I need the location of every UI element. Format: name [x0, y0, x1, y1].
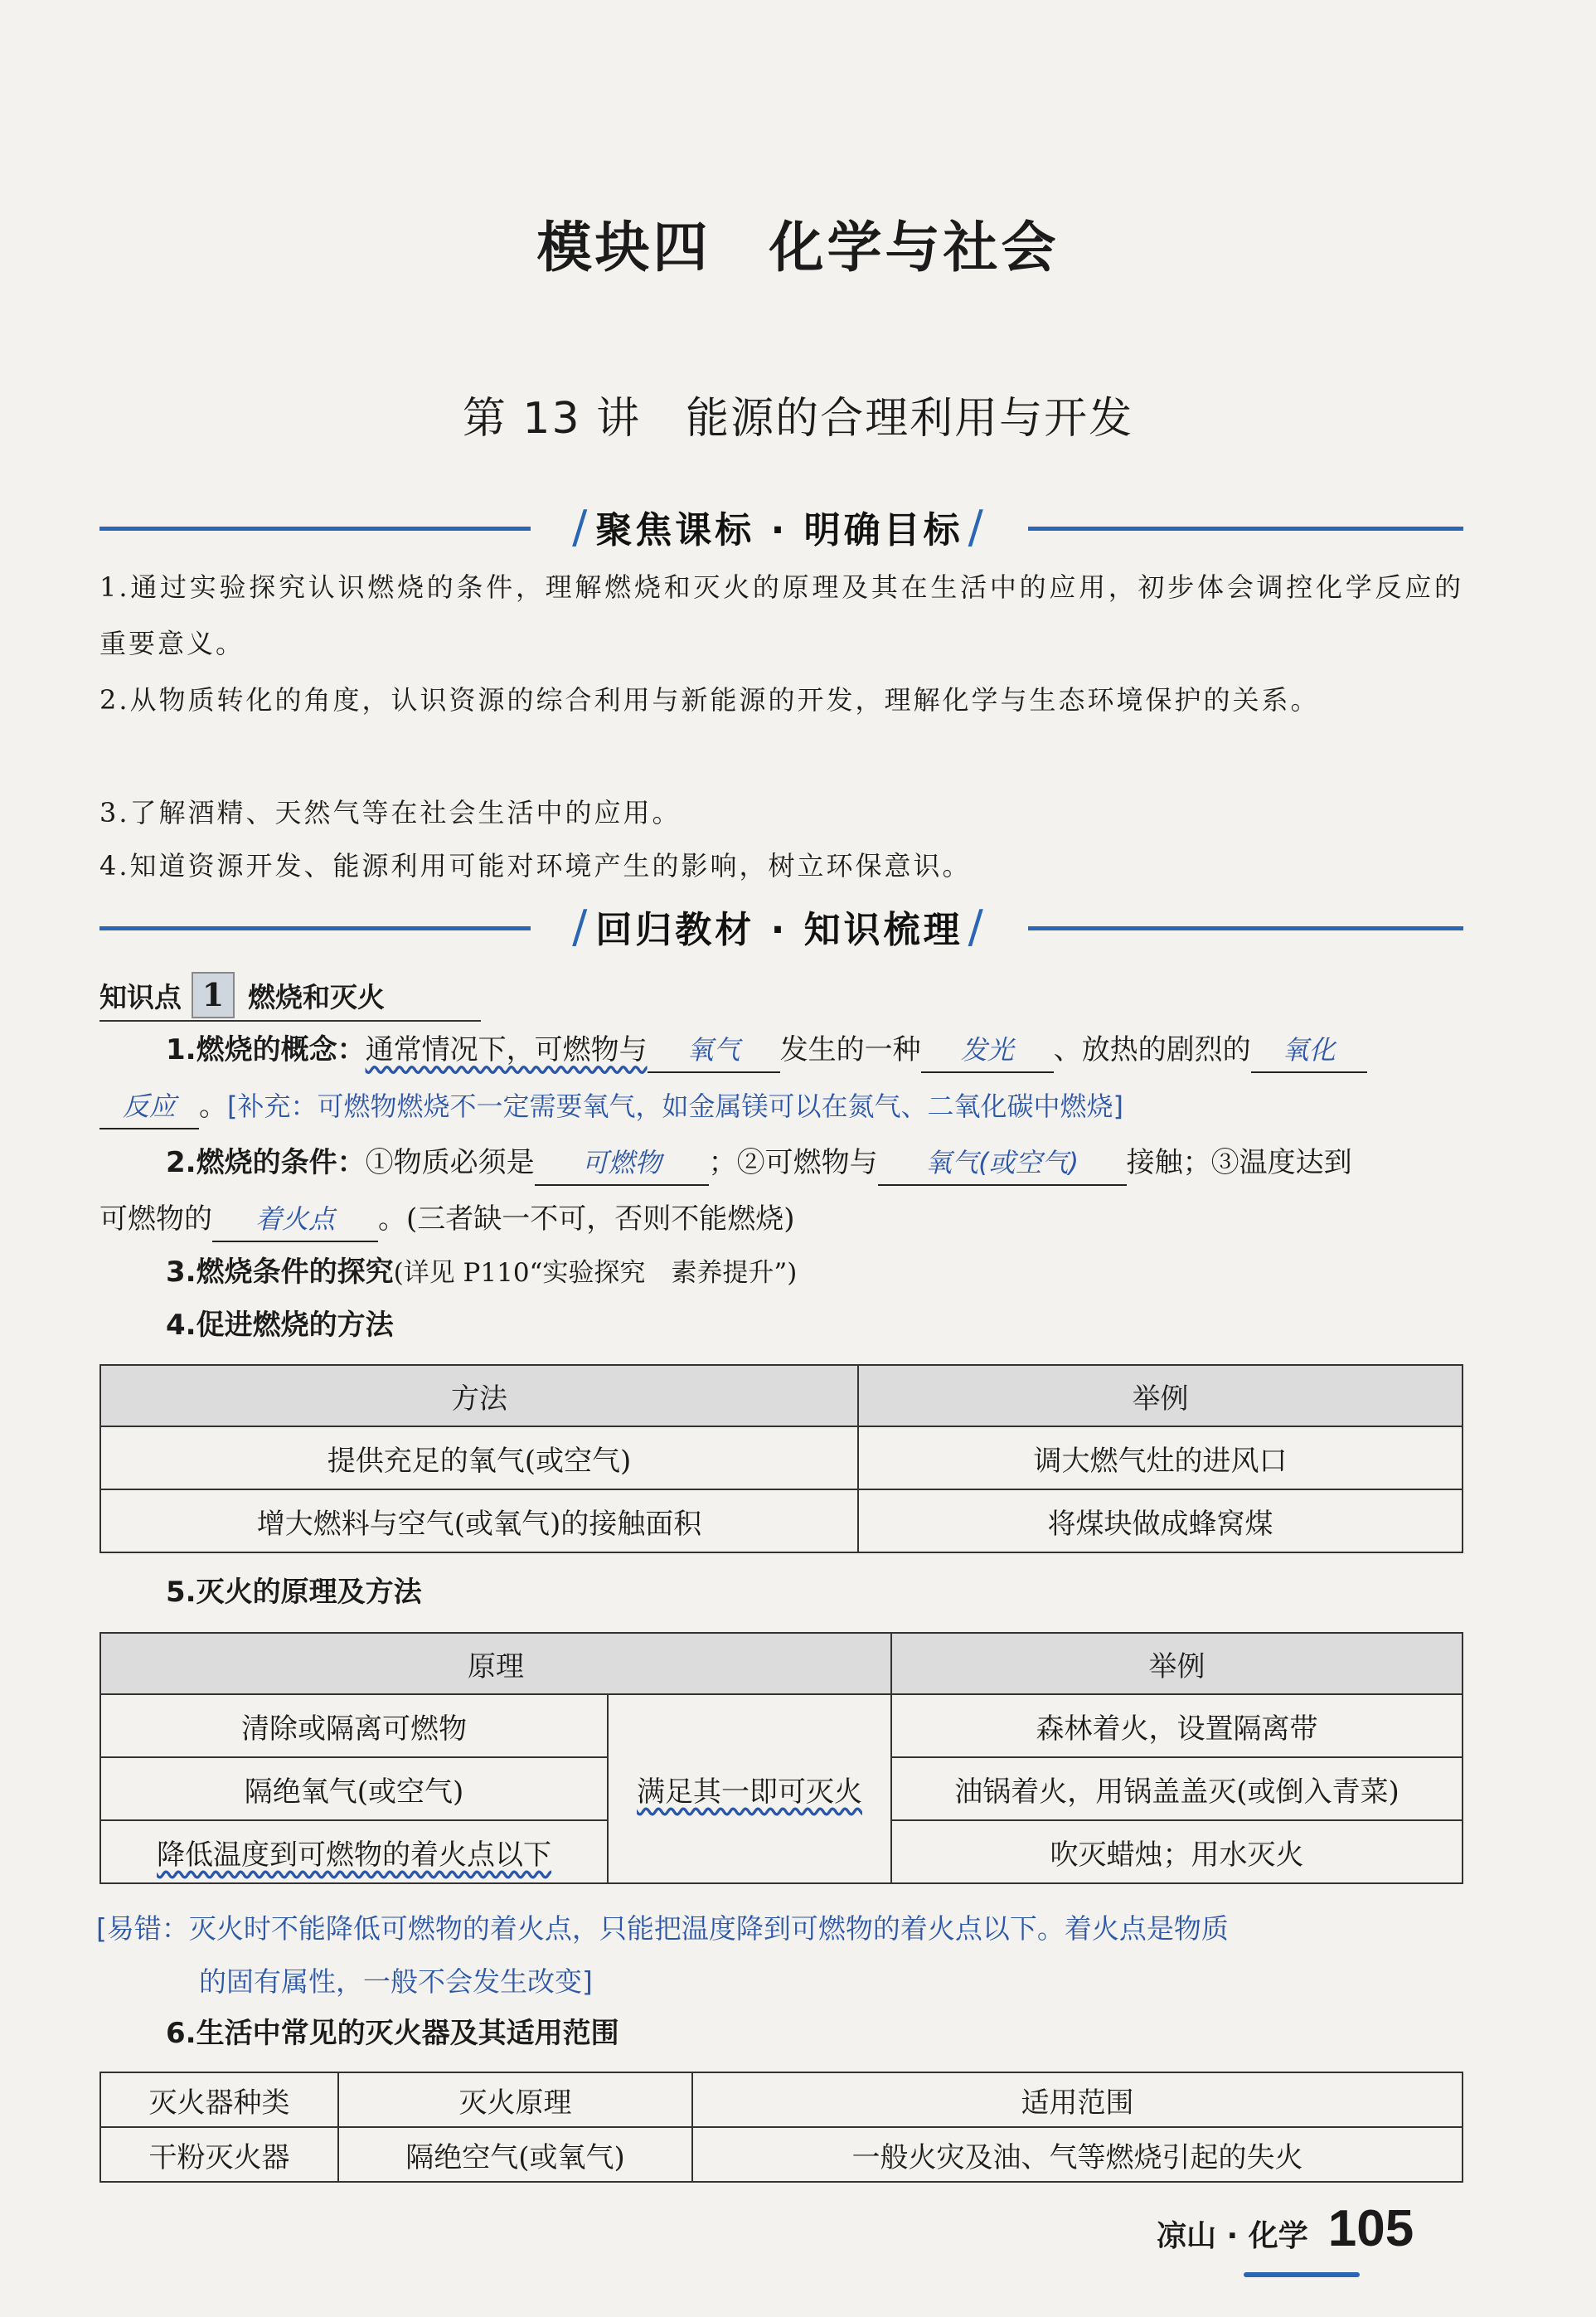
item-2-text: ①物质必须是 [365, 1146, 535, 1179]
table-header: 灭火器种类 [100, 2072, 338, 2127]
item-2-text: 可燃物的 [99, 1202, 212, 1236]
footer-accent-bar [1244, 2272, 1360, 2277]
kp-divider [99, 1020, 481, 1022]
banner-rule-left [99, 926, 531, 930]
table-header: 原理 [100, 1633, 891, 1694]
table-cell: 调大燃气灶的进风口 [858, 1426, 1463, 1489]
item-3 [166, 1247, 1575, 1298]
answer-reaction: 反应 [99, 1085, 199, 1129]
item-6 [166, 2009, 1575, 2058]
table-cell: 隔绝氧气(或空气) [100, 1757, 608, 1820]
table-cell: 干粉灭火器 [100, 2127, 338, 2182]
answer-combustible: 可燃物 [535, 1141, 709, 1186]
goal-3: 3.了解酒精、天然气等在社会生活中的应用。 [99, 797, 682, 828]
answer-oxygen-or-air: 氧气(或空气) [878, 1141, 1127, 1186]
knowledge-point-heading [99, 970, 481, 1020]
item-1-text: 。 [199, 1090, 227, 1123]
table-cell [100, 1820, 608, 1883]
item-1-text: 发生的一种 [779, 1033, 921, 1066]
handwritten-note-2a: [易错：灭火时不能降低可燃物的着火点，只能把温度降到可燃物的着火点以下。着火点是物质 [96, 1912, 1229, 1945]
item-1-text: 、放热的剧烈的 [1053, 1033, 1251, 1066]
answer-ignition-point: 着火点 [212, 1197, 378, 1242]
page-footer [1157, 2199, 1414, 2257]
extinguish-table [99, 1632, 1463, 1884]
kp-number-badge: 1 [192, 972, 235, 1018]
item-3-text: (详见 P110“实验探究 素养提升”) [393, 1258, 798, 1288]
goal-1: 1.通过实验探究认识燃烧的条件，理解燃烧和灭火的原理及其在生活中的应用，初步体会调控化学反应的重要意义。 [99, 571, 1463, 659]
item-1-line-1 [166, 1025, 1575, 1075]
table-row [100, 1694, 1463, 1757]
banner-slash-icon: / [572, 900, 591, 953]
goals-banner-label [531, 498, 1028, 556]
review-banner [99, 897, 1463, 955]
principle-text: 降低温度到可燃物的着火点以下 [157, 1838, 551, 1872]
item-2-line-2 [99, 1194, 1509, 1244]
table-cell: 隔绝空气(或氧气) [338, 2127, 692, 2182]
item-2-text: 。(三者缺一不可，否则不能燃烧) [378, 1202, 795, 1236]
item-4 [166, 1300, 1575, 1350]
page-number: 105 [1327, 2200, 1414, 2257]
extinguisher-table [99, 2072, 1463, 2183]
goal-2: 2.从物质转化的角度，认识资源的综合利用与新能源的开发，理解化学与生态环境保护的关系。 [99, 684, 1320, 716]
table-row [100, 1489, 1463, 1552]
table-cell: 一般火灾及油、气等燃烧引起的失火 [692, 2127, 1463, 2182]
item-2-line-1 [166, 1138, 1575, 1188]
kp-title: 燃烧和灭火 [248, 980, 385, 1013]
table-cell: 吹灭蜡烛；用水灭火 [891, 1820, 1463, 1883]
promote-combustion-table [99, 1364, 1463, 1553]
goals-banner-text: 聚焦课标 · 明确目标 [595, 509, 963, 551]
table-cell: 油锅着火，用锅盖盖灭(或倒入青菜) [891, 1757, 1463, 1820]
table-header: 举例 [858, 1365, 1463, 1426]
review-banner-text: 回归教材 · 知识梳理 [595, 909, 963, 951]
table-row [100, 2127, 1463, 2182]
item-1-lead: 1.燃烧的概念： [166, 1033, 366, 1066]
answer-oxygen: 氧气 [648, 1028, 780, 1073]
goal-4: 4.知道资源开发、能源利用可能对环境产生的影响，树立环保意识。 [99, 850, 972, 882]
answer-light: 发光 [921, 1028, 1054, 1073]
item-1-text: 通常情况下，可燃物与 [365, 1033, 648, 1066]
table-cell: 增大燃料与空气(或氧气)的接触面积 [100, 1489, 858, 1552]
table-cell: 森林着火，设置隔离带 [891, 1694, 1463, 1757]
item-5-lead: 5.灭火的原理及方法 [166, 1576, 422, 1609]
item-2-lead: 2.燃烧的条件： [166, 1146, 366, 1179]
lecture-title: 第 13 讲 能源的合理利用与开发 [462, 394, 1134, 444]
table-cell: 清除或隔离可燃物 [100, 1694, 608, 1757]
footer-region: 凉山 · 化学 [1157, 2219, 1308, 2253]
item-4-lead: 4.促进燃烧的方法 [166, 1309, 394, 1342]
banner-rule-right [1028, 527, 1463, 531]
table-header: 方法 [100, 1365, 858, 1426]
handwritten-note-2b: 的固有属性，一般不会发生改变] [199, 1965, 593, 1998]
review-banner-label [531, 897, 1028, 955]
item-2-text: 接触；③温度达到 [1126, 1146, 1352, 1179]
module-title: 模块四 化学与社会 [536, 215, 1060, 279]
banner-rule-left [99, 527, 531, 531]
item-3-lead: 3.燃烧条件的探究 [166, 1256, 394, 1289]
banner-slash-icon: / [968, 900, 987, 953]
item-6-lead: 6.生活中常见的灭火器及其适用范围 [166, 2017, 619, 2050]
kp-label: 知识点 [99, 980, 182, 1013]
goals-banner [99, 498, 1463, 556]
banner-slash-icon: / [968, 500, 987, 553]
table-cell: 将煤块做成蜂窝煤 [858, 1489, 1463, 1552]
table-header: 适用范围 [692, 2072, 1463, 2127]
handwritten-note-1: [补充：可燃物燃烧不一定需要氧气，如金属镁可以在氮气、二氧化碳中燃烧] [227, 1090, 1123, 1122]
answer-oxidation: 氧化 [1251, 1028, 1367, 1073]
item-2-text: ；②可燃物与 [708, 1146, 878, 1179]
banner-slash-icon: / [572, 500, 591, 553]
table-cell [608, 1694, 891, 1883]
table-cell: 提供充足的氧气(或空气) [100, 1426, 858, 1489]
table-header: 灭火原理 [338, 2072, 692, 2127]
item-1-line-2 [99, 1081, 1509, 1131]
item-5 [166, 1567, 1575, 1617]
middle-text: 满足其一即可灭火 [637, 1775, 862, 1809]
table-row [100, 1426, 1463, 1489]
banner-rule-right [1028, 926, 1463, 930]
table-header: 举例 [891, 1633, 1463, 1694]
